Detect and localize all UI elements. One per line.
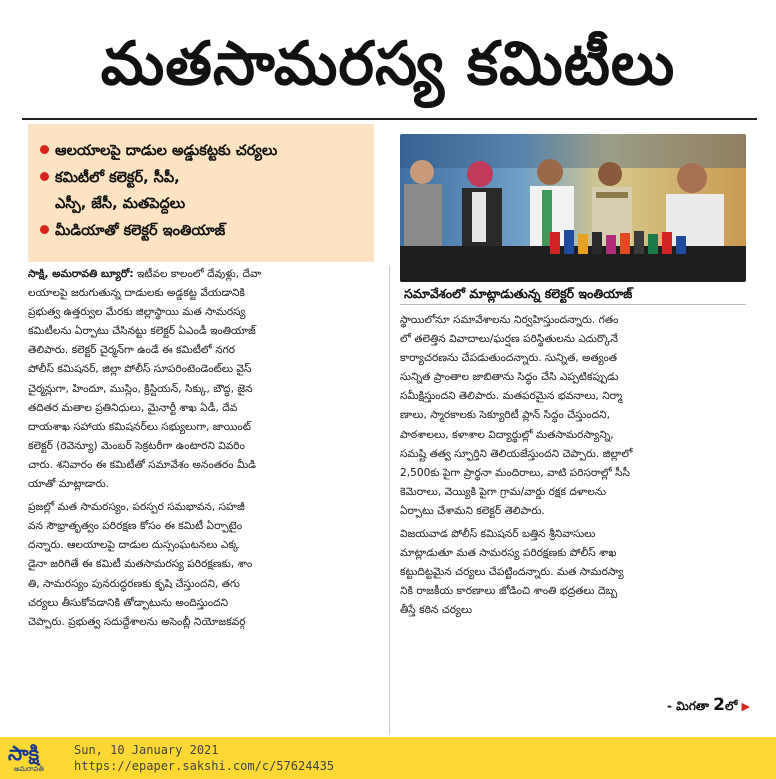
article-line: తీస్తే కఠిన చర్యలు	[400, 604, 473, 617]
highlights-box	[28, 124, 374, 262]
article-line: కెమెరాలు, వెయ్యికి పైగా గ్రామ/వార్డు రక్షక దళాలను	[400, 485, 607, 498]
article-line: చారు. శనివారం ఈ కమిటీతో సమావేశం అనంతరం మీడి	[28, 458, 257, 471]
article-line: సమీక్షిస్తుందని తెలిపారు. మతపరమైన భవనాలు, నిర్మా	[400, 390, 623, 403]
continued-prefix: - మిగతా	[666, 699, 709, 713]
article-line: సాక్షి, అమరావతి బ్యూరో: ఇటీవల కాలంలో దేవుళ్లు, దేవా	[28, 268, 262, 280]
article-line: స్థాయిలోనూ సమావేశాలను నిర్వహిస్తుందన్నారు. గతం	[400, 314, 619, 326]
article-line: చైర్మన్లుగా, హిందూ, ముస్లిం, క్రిస్టియన్, సిక్కు, బౌద్ధ, జైన	[28, 382, 253, 395]
highlight-item: ఆలయాలపై దాడుల అడ్డుకట్టకు చర్యలు	[40, 138, 364, 165]
article-line: సమష్టి తత్వ స్ఫూర్తిని తెలియజేస్తుందని చెప్పారు. జిల్లాలో	[400, 447, 633, 460]
footer-meta	[74, 742, 334, 774]
article-line: డైనా జరిగితే ఈ కమిటీ మతసామరస్య పరిరక్షణకు, శాం	[28, 558, 253, 571]
article-line: 2,500కు పైగా ప్రార్థనా మందిరాలు, వాటి పరిసరాల్లో సీసీ	[400, 466, 630, 479]
logo-edition: అమరావతి	[14, 765, 44, 773]
photo-illustration	[400, 134, 746, 282]
article-line: ప్రజల్లో మత సామరస్యం, పరస్పర సమభావన, సహజీ	[28, 501, 245, 514]
article-line: ణాలు, స్మారకాలకు సెక్యూరిటీ ప్లాన్ సిద్ధం చేస్తుందని,	[400, 409, 610, 422]
arrow-right-icon: ▶	[741, 700, 750, 713]
article-column-left	[28, 265, 380, 737]
article-line: కార్యాచరణను చేపడుతుందన్నారు. సున్నిత, అత్యంత	[400, 352, 617, 365]
article-line: పాఠశాలలు, కళాశాల విద్యార్థుల్లో మతసామరస్యాన్ని,	[400, 428, 614, 441]
article-line: ప్రభుత్వ ఉత్తర్వుల మేరకు జిల్లాస్థాయి మత సామరస్య	[28, 306, 246, 319]
bullet-icon	[40, 225, 49, 234]
bullet-icon	[40, 172, 49, 181]
highlights-list	[40, 138, 364, 244]
headline-divider	[22, 118, 757, 120]
sakshi-logo	[6, 740, 64, 776]
article-line: సున్నిత ప్రాంతాల జాబితాను సిద్ధం చేసి ఎప్పటికప్పుడు	[400, 371, 619, 384]
continued-marker[interactable]	[590, 694, 750, 716]
article-line: యాతో మాట్లాడారు.	[28, 478, 110, 491]
article-line: తి, సామరస్యం పునరుద్ధరణకు కృషి చేస్తుందని, తగు	[28, 577, 240, 590]
epaper-footer	[0, 737, 776, 779]
article-line: కలెక్టర్ (రెవెన్యూ) మెంబర్ సెక్రటరీగా ఉంటారని వివరిం	[28, 439, 245, 452]
article-line: విజయవాడ పోలీస్ కమిషనర్ బత్తిన శ్రీనివాసులు	[400, 528, 596, 541]
photo-caption: సమావేశంలో మాట్లాడుతున్న కలెక్టర్ ఇంతియాజ్	[400, 283, 746, 305]
article-line: మాట్లాడుతూ మత సామరస్య పరిరక్షణకు పోలీస్ శాఖ	[400, 547, 617, 560]
highlight-item-continued: ఎస్పీ, జేసీ, మతపెద్దలు	[55, 196, 186, 212]
article-line: చర్యలు తీసుకోవడానికి తోడ్పాటును అందిస్తుందని	[28, 596, 229, 609]
article-line: కమిటీలను ఏర్పాటు చేసినట్టు కలెక్టర్ ఏఎండీ ఇంతియాజ్	[28, 325, 256, 338]
dateline: సాక్షి, అమరావతి బ్యూరో:	[28, 268, 134, 280]
edition-date: Sun, 10 January 2021	[74, 743, 219, 757]
epaper-url[interactable]: https://epaper.sakshi.com/c/57624435	[74, 759, 335, 773]
article-line: చెప్పారు. ప్రభుత్వ సదుద్దేశాలను అసెంబ్లీ నియోజకవర్గ	[28, 615, 246, 628]
article-line: లయాలపై జరుగుతున్న దాడులకు అడ్డకట్ట వేయడానికి	[28, 287, 245, 300]
article-line: తదితర మతాల ప్రతినిధులు, మైనార్టీ శాఖ ఏడీ, దేవ	[28, 401, 238, 414]
article-line: కట్టుదిట్టమైన చర్యలు చేపట్టిందన్నారు. మత సామరస్యా	[400, 566, 624, 579]
continued-suffix: లో	[724, 699, 738, 713]
highlight-item: కమిటీలో కలెక్టర్, సీపీ,	[40, 165, 364, 192]
article-line: దన్నారు. ఆలయాలపై దాడుల దుస్సంఘటనలు ఎక్క	[28, 539, 239, 552]
article-line: లో తలెత్తిన వివాదాలు/ఘర్షణ పరిస్థితులను ఎదుర్కొనే	[400, 333, 618, 346]
press-meet-photo	[400, 134, 746, 282]
article-column-right	[400, 311, 750, 731]
continued-page-number: 2	[713, 695, 725, 715]
article-line: ఏర్పాటు చేశామని కలెక్టర్ తెలిపారు.	[400, 504, 545, 517]
logo-wordmark: సాక్షి	[8, 741, 40, 765]
article-line: నికి రాజకీయ కారణాలు జోడించి శాంతి భద్రతలు దెబ్బ	[400, 585, 618, 598]
column-divider	[389, 265, 390, 735]
article-line: వన సౌభ్రాతృత్వం పరిరక్షణ కోసం ఈ కమిటీ ఏర్పాటైం	[28, 520, 243, 533]
article-line: పోలీస్ కమిషనర్, జిల్లా పోలీస్ సూపరింటెండెంట్‌లు వైస్	[28, 363, 252, 376]
highlight-item: మీడియాతో కలెక్టర్ ఇంతియాజ్	[40, 218, 364, 245]
headline: మతసామరస్య కమిటీలు	[100, 29, 676, 99]
article-line: తెలిపారు. కలెక్టర్ చైర్మన్‌గా ఉండే ఈ కమిటీలో నగర	[28, 344, 236, 357]
article-line: దాయశాఖ సహాయ కమిషనర్‌లు సభ్యులుగా, జాయింట్	[28, 420, 251, 433]
bullet-icon	[40, 145, 49, 154]
